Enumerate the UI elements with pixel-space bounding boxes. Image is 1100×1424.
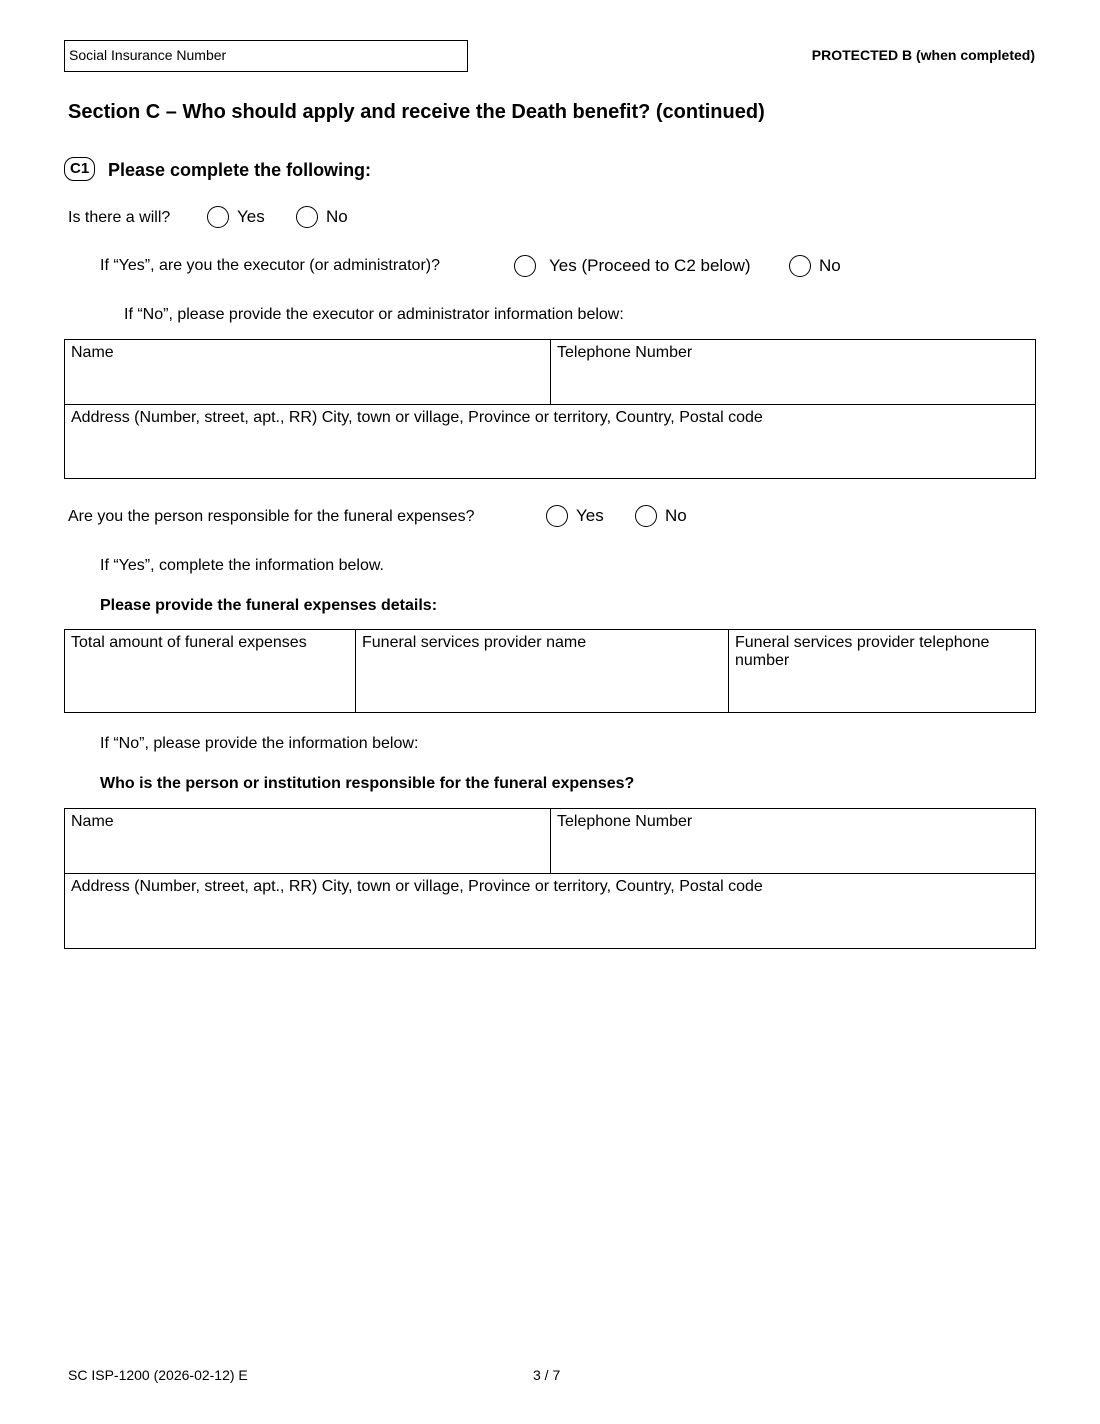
- executor-info-table: [64, 339, 1036, 479]
- funeral-total-field[interactable]: [65, 630, 356, 713]
- will-yes-option[interactable]: [207, 206, 265, 228]
- executor-no-label: No: [819, 256, 841, 275]
- executor-question: If “Yes”, are you the executor (or administrator)?: [100, 257, 440, 274]
- executor-yes-label: Yes (Proceed to C2 below): [549, 256, 751, 275]
- form-id: SC ISP-1200 (2026-02-12) E: [68, 1367, 248, 1383]
- responsible-name-label: Name: [71, 813, 114, 830]
- funeral-details-title: Please provide the funeral expenses details:: [100, 597, 438, 614]
- responsible-name-field[interactable]: [65, 809, 551, 874]
- executor-phone-label: Telephone Number: [557, 344, 693, 361]
- executor-no-radio[interactable]: [789, 255, 811, 277]
- will-question: Is there a will?: [68, 209, 171, 226]
- will-no-option[interactable]: [296, 206, 348, 228]
- funeral-provider-name-label: Funeral services provider name: [362, 634, 587, 651]
- funeral-yes-radio[interactable]: [546, 505, 568, 527]
- executor-no-option[interactable]: [789, 255, 841, 277]
- funeral-provider-phone-field[interactable]: [729, 630, 1036, 713]
- responsible-phone-field[interactable]: [551, 809, 1036, 874]
- c1-badge: C1: [64, 157, 95, 181]
- executor-yes-radio[interactable]: [514, 255, 536, 277]
- sin-label: Social Insurance Number: [69, 47, 227, 63]
- funeral-total-label: Total amount of funeral expenses: [71, 634, 307, 651]
- responsible-address-field[interactable]: [65, 874, 1036, 949]
- executor-name-label: Name: [71, 344, 114, 361]
- executor-instruction: If “No”, please provide the executor or administrator information below:: [124, 306, 624, 323]
- page-number: 3 / 7: [533, 1367, 561, 1383]
- responsible-info-table: [64, 808, 1036, 949]
- sin-field[interactable]: [64, 40, 468, 72]
- responsible-title: Who is the person or institution responsible for the funeral expenses?: [100, 775, 635, 792]
- executor-phone-field[interactable]: [551, 340, 1036, 405]
- funeral-question: Are you the person responsible for the funeral expenses?: [68, 508, 475, 525]
- funeral-no-label: No: [665, 506, 687, 525]
- will-yes-radio[interactable]: [207, 206, 229, 228]
- funeral-details-table: [64, 629, 1036, 713]
- executor-yes-option[interactable]: [514, 255, 751, 277]
- executor-address-label: Address (Number, street, apt., RR) City, town or village, Province or territory, Country, Postal code: [71, 409, 763, 426]
- funeral-provider-name-field[interactable]: [356, 630, 729, 713]
- funeral-if-yes-text: If “Yes”, complete the information below.: [100, 557, 384, 574]
- funeral-if-no-text: If “No”, please provide the information below:: [100, 735, 419, 752]
- protected-label: PROTECTED B (when completed): [811, 47, 1035, 63]
- funeral-no-option[interactable]: [635, 505, 687, 527]
- section-title: Section C – Who should apply and receive the Death benefit? (continued): [68, 101, 765, 123]
- executor-name-field[interactable]: [65, 340, 551, 405]
- responsible-address-label: Address (Number, street, apt., RR) City, town or village, Province or territory, Country, Postal code: [71, 878, 763, 895]
- will-no-label: No: [326, 207, 348, 226]
- funeral-yes-option[interactable]: [546, 505, 604, 527]
- will-yes-label: Yes: [237, 207, 265, 226]
- c1-title: Please complete the following:: [108, 160, 372, 180]
- executor-address-field[interactable]: [65, 405, 1036, 479]
- funeral-provider-phone-label: Funeral services provider telephone number: [735, 634, 990, 669]
- responsible-phone-label: Telephone Number: [557, 813, 693, 830]
- funeral-no-radio[interactable]: [635, 505, 657, 527]
- will-no-radio[interactable]: [296, 206, 318, 228]
- funeral-yes-label: Yes: [576, 506, 604, 525]
